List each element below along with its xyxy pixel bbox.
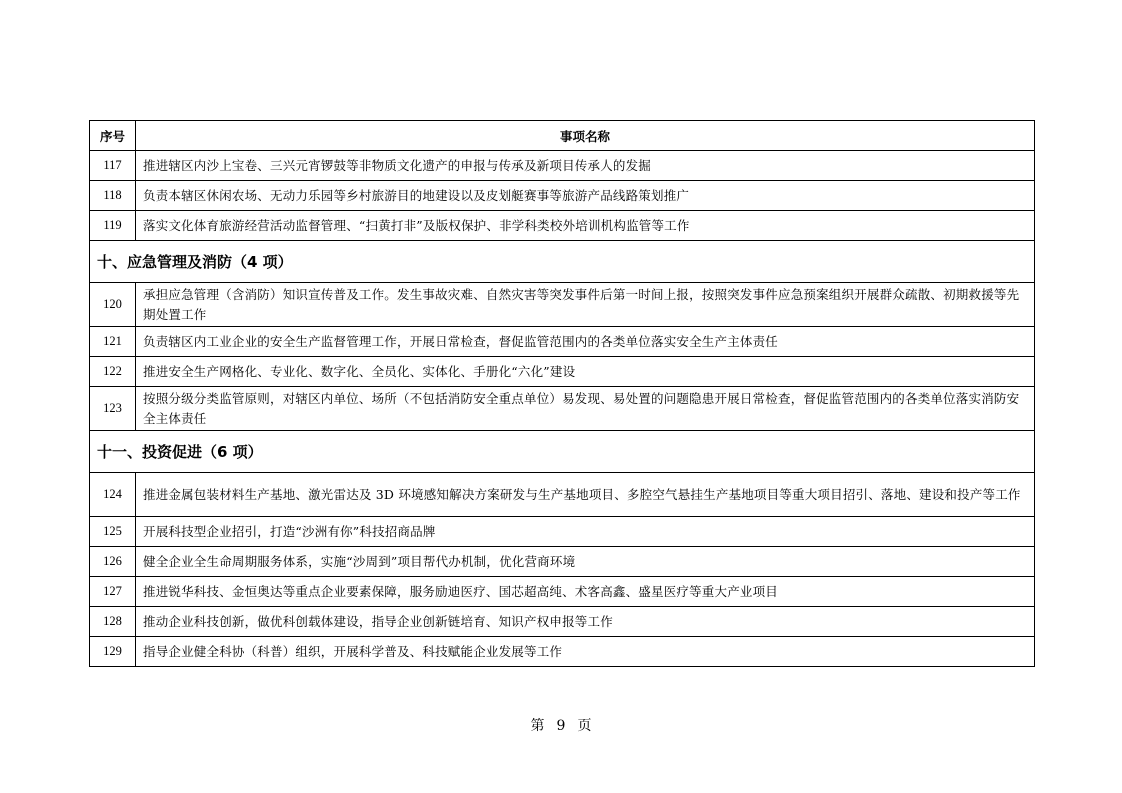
table-row [90, 517, 1035, 547]
table-row [90, 283, 1035, 327]
header-serial-number: 序号 [90, 121, 136, 151]
row-number: 119 [90, 211, 136, 241]
row-item-name: 落实文化体育旅游经营活动监督管理、“扫黄打非”及版权保护、非学科类校外培训机构监管等工作 [136, 211, 1035, 241]
table-row [90, 473, 1035, 517]
section-row-emergency [90, 241, 1035, 283]
row-number: 124 [90, 473, 136, 517]
table-row [90, 151, 1035, 181]
row-item-name: 开展科技型企业招引，打造“沙洲有你”科技招商品牌 [136, 517, 1035, 547]
section-heading: 十一、投资促进（6 项） [90, 431, 1035, 473]
page-number: 9 [556, 718, 566, 734]
table-row [90, 211, 1035, 241]
row-item-name: 负责本辖区休闲农场、无动力乐园等乡村旅游目的地建设以及皮划艇赛事等旅游产品线路策划推广 [136, 181, 1035, 211]
row-item-name: 负责辖区内工业企业的安全生产监督管理工作，开展日常检查，督促监管范围内的各类单位落实安全生产主体责任 [136, 327, 1035, 357]
row-number: 118 [90, 181, 136, 211]
table-row [90, 181, 1035, 211]
row-number: 123 [90, 387, 136, 431]
page-footer [0, 715, 1122, 735]
table-row [90, 577, 1035, 607]
row-item-name: 推动企业科技创新，做优科创载体建设，指导企业创新链培育、知识产权申报等工作 [136, 607, 1035, 637]
row-number: 126 [90, 547, 136, 577]
header-item-name: 事项名称 [136, 121, 1035, 151]
row-number: 122 [90, 357, 136, 387]
row-number: 121 [90, 327, 136, 357]
table-row [90, 607, 1035, 637]
row-item-name: 指导企业健全科协（科普）组织，开展科学普及、科技赋能企业发展等工作 [136, 637, 1035, 667]
row-item-name: 按照分级分类监管原则，对辖区内单位、场所（不包括消防安全重点单位）易发现、易处置的问题隐患开展日常检查，督促监管范围内的各类单位落实消防安全主体责任 [136, 387, 1035, 431]
row-number: 129 [90, 637, 136, 667]
table-row [90, 547, 1035, 577]
row-number: 128 [90, 607, 136, 637]
page-label-suffix: 页 [577, 718, 592, 734]
table-header-row [90, 121, 1035, 151]
section-heading: 十、应急管理及消防（4 项） [90, 241, 1035, 283]
row-item-name: 推进锐华科技、金恒奥达等重点企业要素保障，服务励迪医疗、国芯超高纯、术客高鑫、盛星医疗等重大产业项目 [136, 577, 1035, 607]
row-item-name: 推进安全生产网格化、专业化、数字化、全员化、实体化、手册化“六化”建设 [136, 357, 1035, 387]
page-label-prefix: 第 [530, 718, 545, 734]
row-number: 127 [90, 577, 136, 607]
section-row-investment [90, 431, 1035, 473]
row-number: 120 [90, 283, 136, 327]
row-number: 125 [90, 517, 136, 547]
table-row [90, 327, 1035, 357]
row-item-name: 推进辖区内沙上宝卷、三兴元宵锣鼓等非物质文化遗产的申报与传承及新项目传承人的发掘 [136, 151, 1035, 181]
items-table [89, 120, 1035, 667]
table-row [90, 357, 1035, 387]
row-number: 117 [90, 151, 136, 181]
row-item-name: 健全企业全生命周期服务体系，实施“沙周到”项目帮代办机制，优化营商环境 [136, 547, 1035, 577]
table-row [90, 387, 1035, 431]
table-row [90, 637, 1035, 667]
row-item-name: 推进金属包装材料生产基地、激光雷达及 3D 环境感知解决方案研发与生产基地项目、多腔空气悬挂生产基地项目等重大项目招引、落地、建设和投产等工作 [136, 473, 1035, 517]
row-item-name: 承担应急管理（含消防）知识宣传普及工作。发生事故灾难、自然灾害等突发事件后第一时间上报，按照突发事件应急预案组织开展群众疏散、初期救援等先期处置工作 [136, 283, 1035, 327]
